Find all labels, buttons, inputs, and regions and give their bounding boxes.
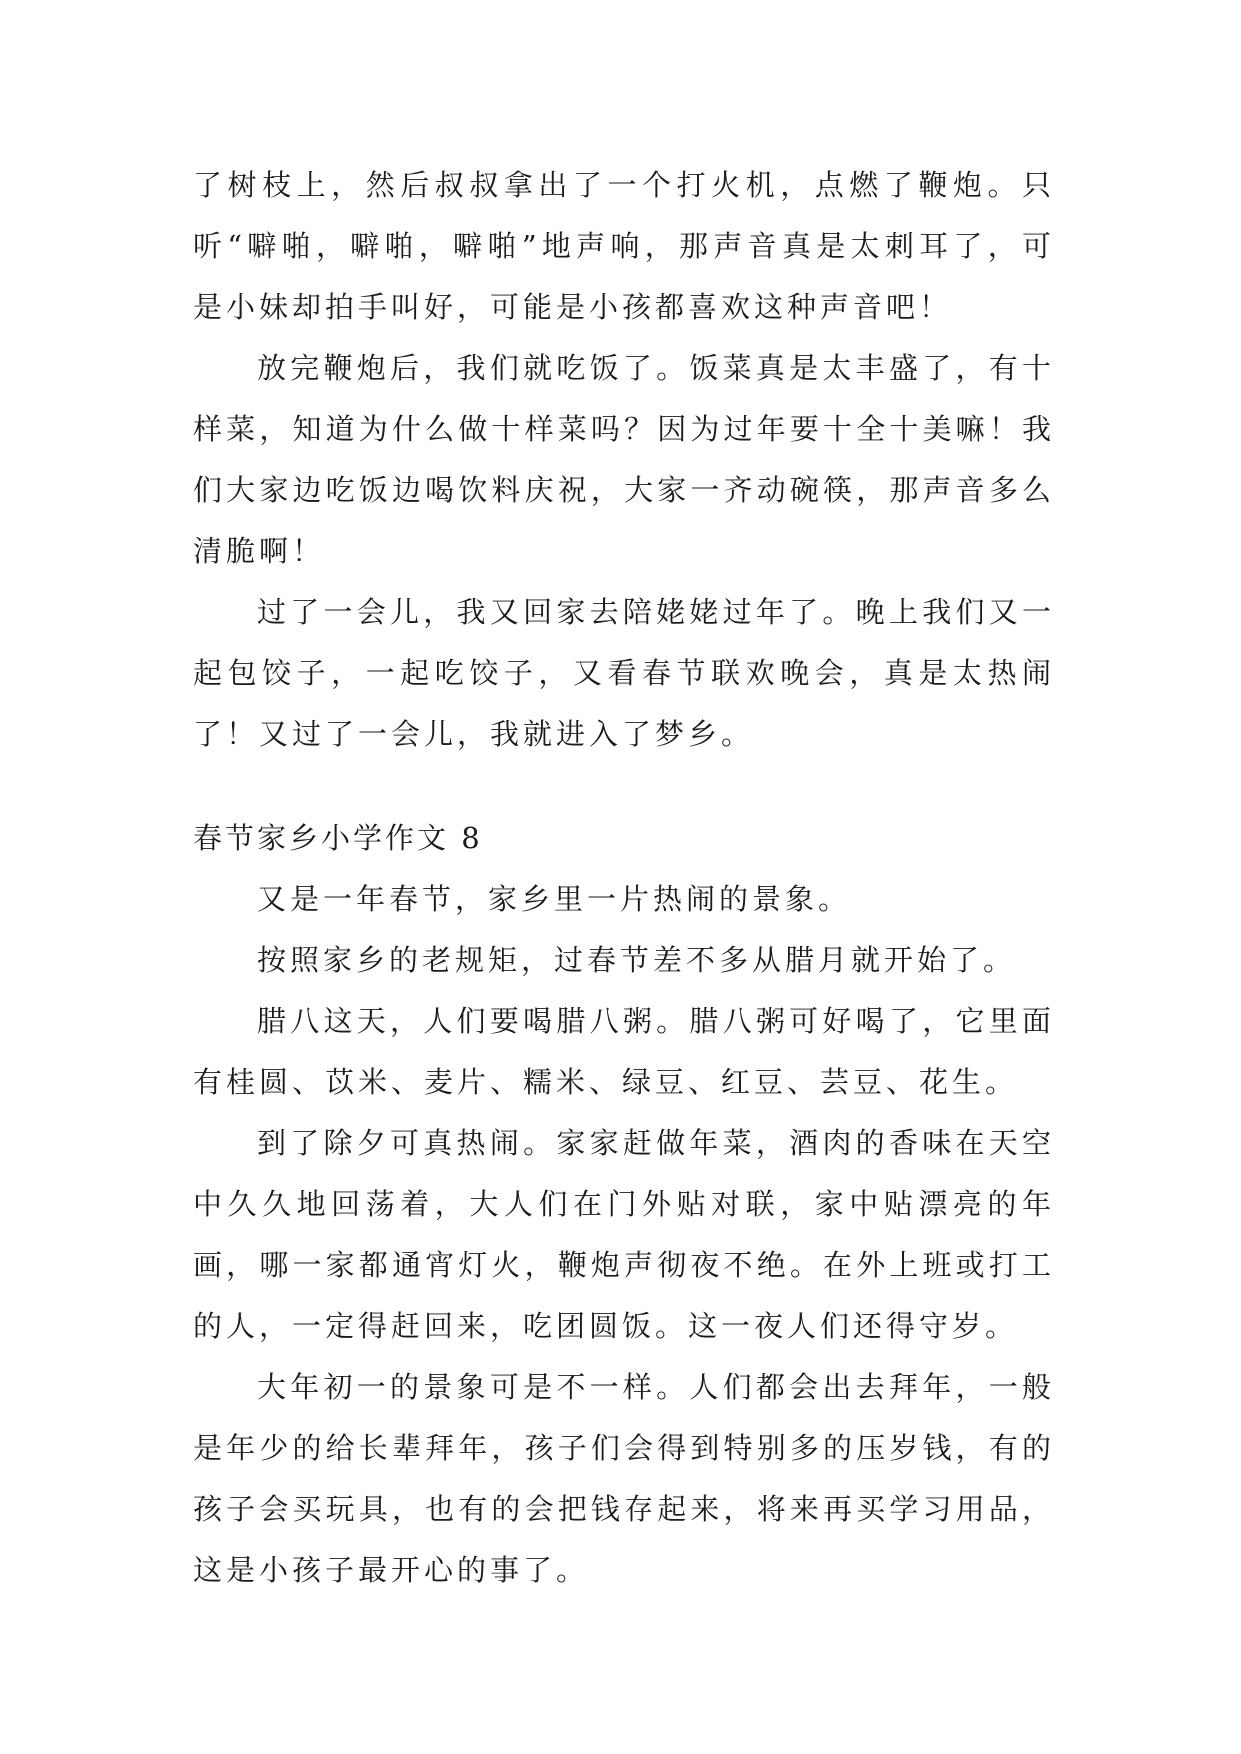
essay-title: 春节家乡小学作文 8: [193, 821, 483, 855]
paragraph: 又是一年春节，家乡里一片热闹的景象。: [257, 882, 852, 916]
paragraph: 过了一会儿，我又回家去陪姥姥过年了。晚上我们又一起包饺子，一起吃饺子，又看春节联欢晚会，真是太热闹了！又过了一会儿，我就进入了梦乡。: [193, 595, 1055, 751]
document-body: [193, 155, 1055, 1601]
paragraph: 放完鞭炮后，我们就吃饭了。饭菜真是太丰盛了，有十样菜，知道为什么做十样菜吗？因为过年要十全十美嘛！我们大家边吃饭边喝饮料庆祝，大家一齐动碗筷，那声音多么清脆啊！: [193, 351, 1055, 568]
paragraph-continued: 了树枝上，然后叔叔拿出了一个打火机，点燃了鞭炮。只听“噼啪，噼啪，噼啪”地声响，那声音真是太刺耳了，可是小妹却拍手叫好，可能是小孩都喜欢这种声音吧！: [193, 168, 1055, 324]
paragraph: 大年初一的景象可是不一样。人们都会出去拜年，一般是年少的给长辈拜年，孩子们会得到特别多的压岁钱，有的孩子会买玩具，也有的会把钱存起来，将来再买学习用品，这是小孩子最开心的事了。: [193, 1370, 1055, 1587]
paragraph: 腊八这天，人们要喝腊八粥。腊八粥可好喝了，它里面有桂圆、苡米、麦片、糯米、绿豆、红豆、芸豆、花生。: [193, 1004, 1055, 1099]
paragraph: 到了除夕可真热闹。家家赶做年菜，酒肉的香味在天空中久久地回荡着，大人们在门外贴对联，家中贴漂亮的年画，哪一家都通宵灯火，鞭炮声彻夜不绝。在外上班或打工的人，一定得赶回来，吃团圆饭。这一夜人们还得守岁。: [193, 1126, 1055, 1343]
paragraph: 按照家乡的老规矩，过春节差不多从腊月就开始了。: [257, 943, 1017, 977]
